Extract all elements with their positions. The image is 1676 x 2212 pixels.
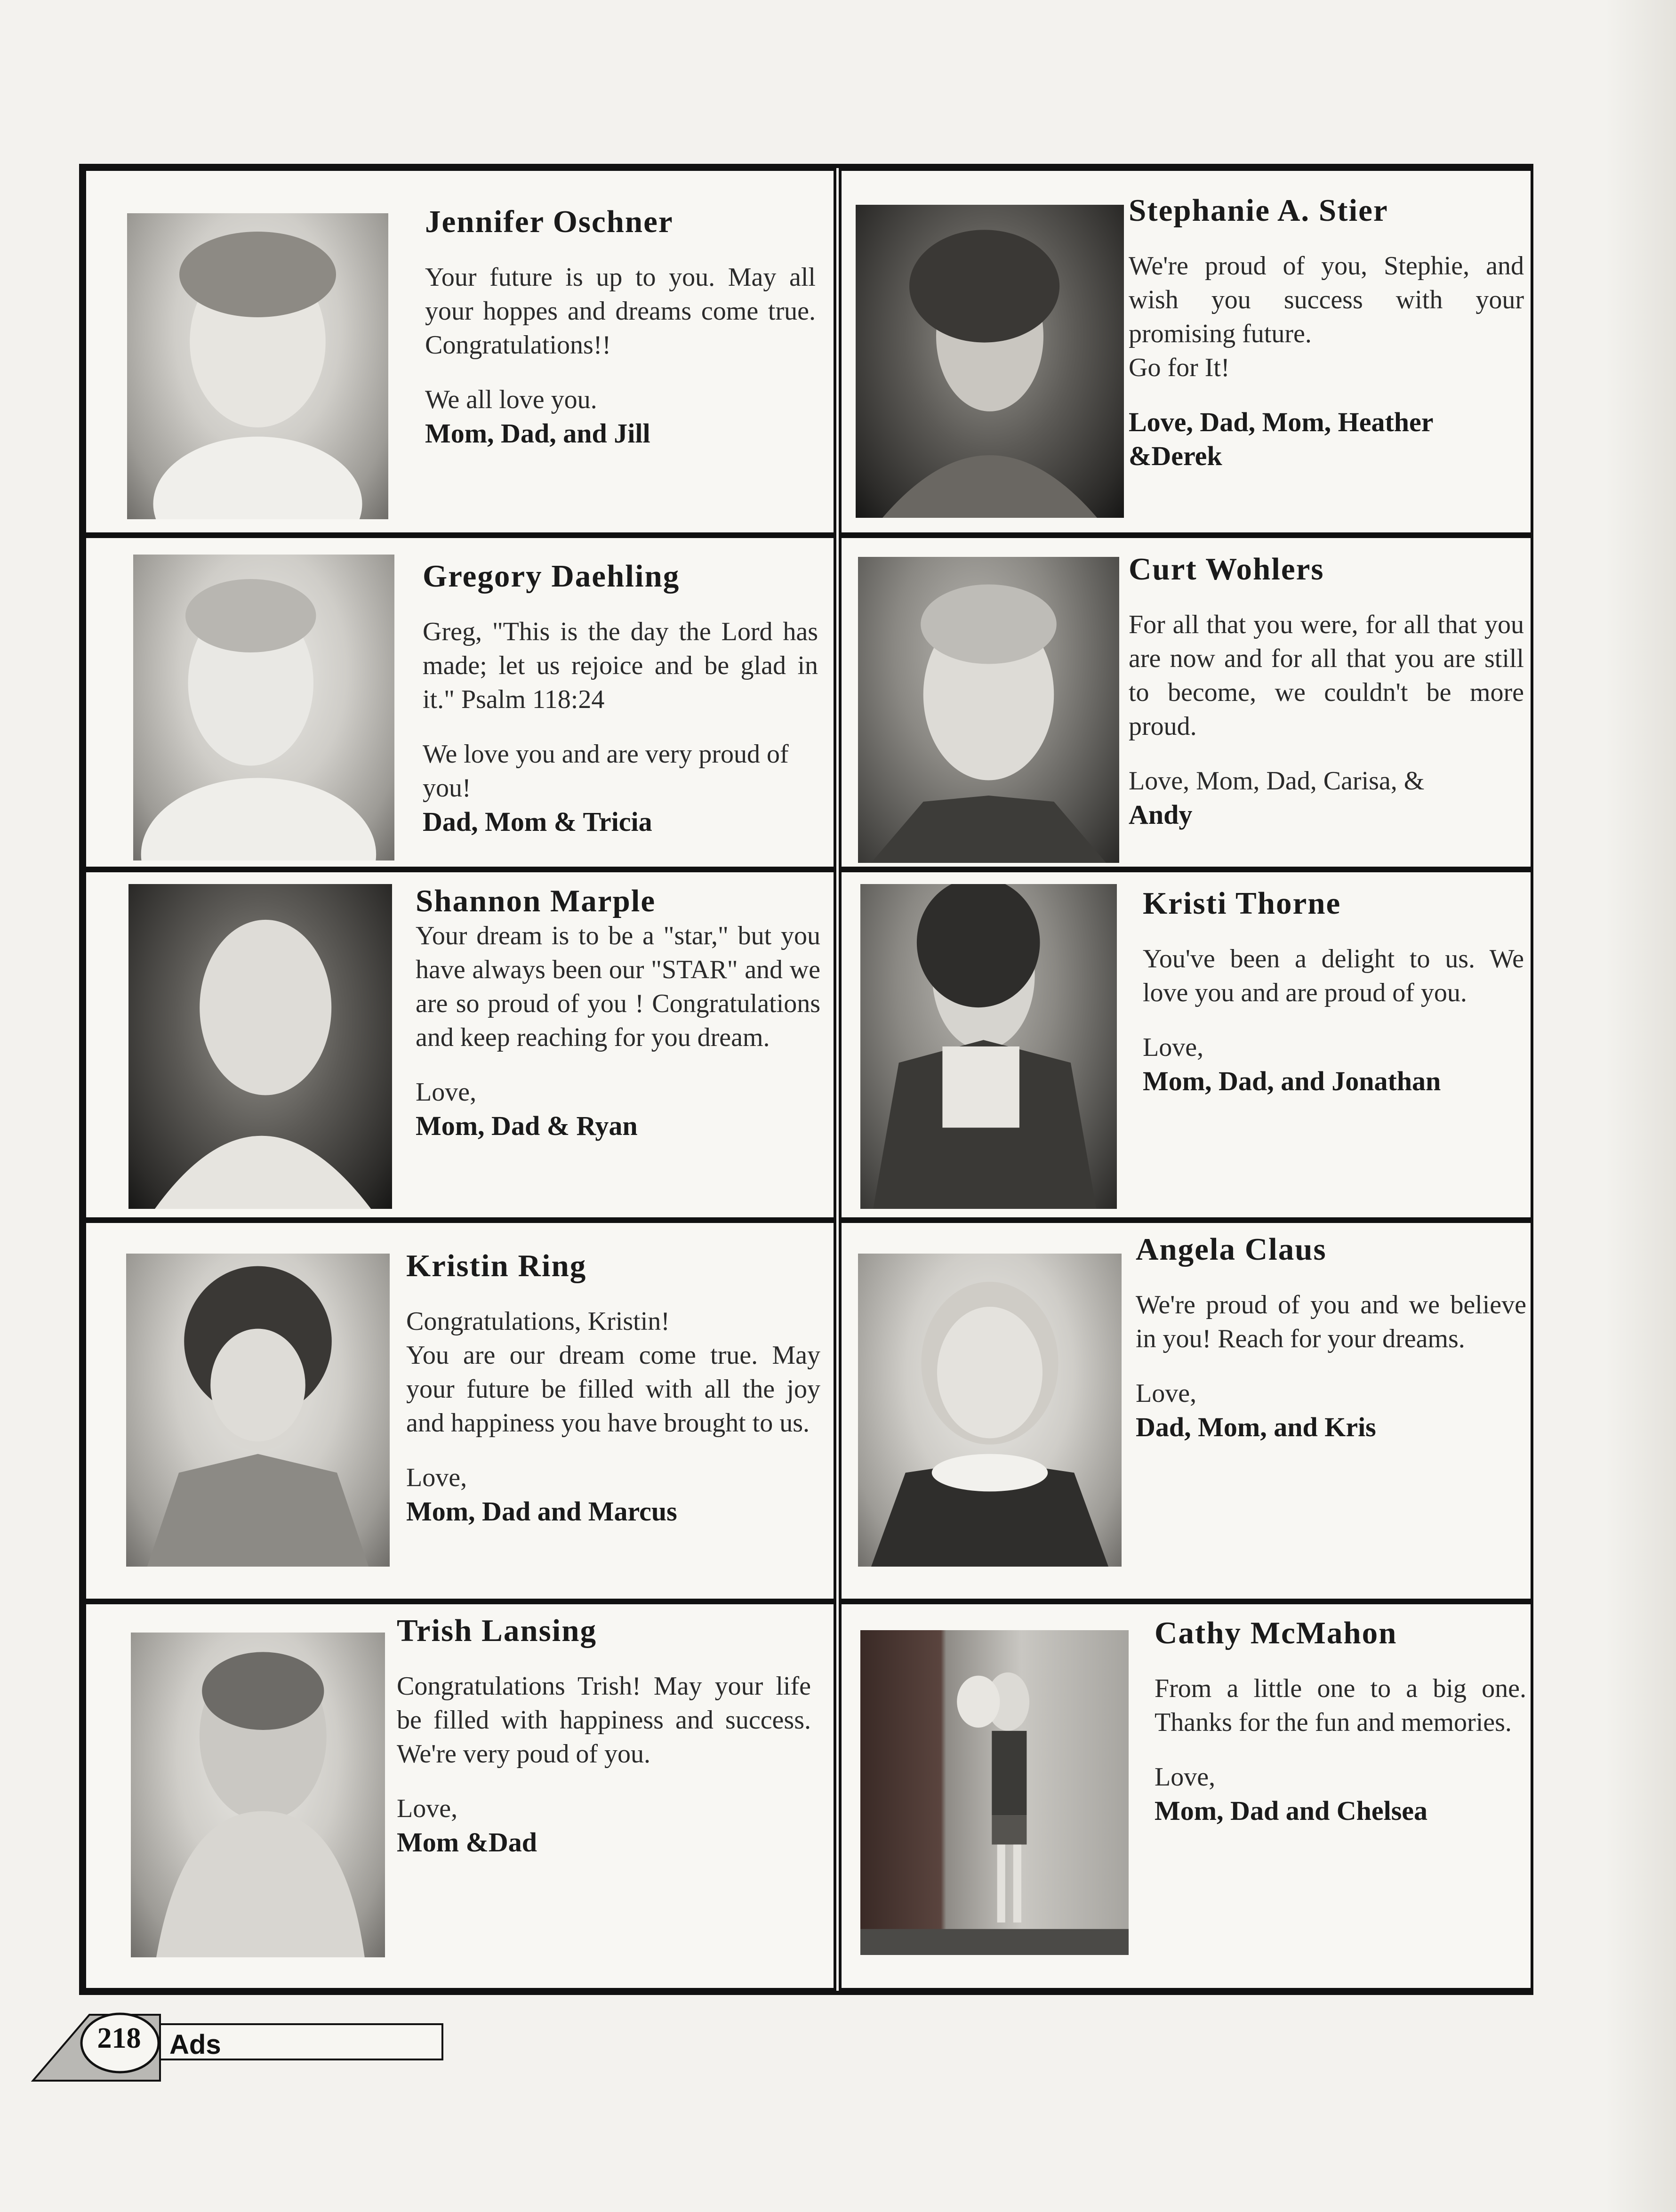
ad-love-line: Love,: [406, 1463, 467, 1492]
ad-message: We're proud of you and we believe in you! Reach for your dreams.: [1136, 1290, 1526, 1353]
baby-photo: [128, 884, 392, 1209]
ad-name: Jennifer Oschner: [425, 204, 674, 239]
child-photo: [858, 1254, 1122, 1567]
ad-cell-kristi-thorne: [839, 869, 1533, 1220]
baby-photo: [133, 555, 394, 861]
ad-message: Congratulations, Kristin! You are our dream come true. May your future be filled with all the joy and happiness you have brought to us.: [406, 1306, 820, 1438]
ad-signature: Mom, Dad and Marcus: [406, 1496, 677, 1527]
ad-name: Gregory Daehling: [423, 559, 680, 594]
ad-signature: Mom &Dad: [397, 1826, 537, 1858]
ad-love-line: We all love you.: [425, 385, 597, 414]
ad-cell-gregory-daehling: [83, 535, 836, 869]
section-label: Ads: [169, 2029, 221, 2060]
ad-signature: Mom, Dad and Chelsea: [1155, 1795, 1428, 1826]
ad-cell-angela-claus: [839, 1220, 1533, 1601]
ad-message: For all that you were, for all that you are now and for all that you are still to become, we couldn't be more proud.: [1129, 610, 1524, 741]
ad-name: Stephanie A. Stier: [1129, 193, 1388, 228]
ad-love-line: Love,: [397, 1794, 458, 1823]
page-number: 218: [97, 2022, 141, 2054]
page-edge-shadow: [1605, 0, 1676, 2212]
ad-love-line: Love,: [416, 1077, 477, 1107]
ad-cell-stephanie-stier: [839, 168, 1533, 535]
ad-message: You've been a delight to us. We love you and are proud of you.: [1143, 944, 1524, 1007]
ad-name: Kristi Thorne: [1143, 886, 1341, 921]
portrait-photo: [856, 205, 1124, 518]
page-footer: [28, 1996, 452, 2104]
ad-signature: Mom, Dad, and Jonathan: [1143, 1065, 1441, 1096]
ad-signature: Andy: [1129, 799, 1193, 830]
ad-message: Your dream is to be a "star," but you have always been our "STAR" and we are so proud of you ! Congratulations and keep reaching for you dream.: [416, 921, 820, 1052]
ads-grid-frame: [79, 164, 1533, 1995]
child-photo: [126, 1254, 390, 1567]
child-photo: [860, 884, 1117, 1209]
ad-cell-curt-wohlers: [839, 535, 1533, 869]
ad-love-line: Love,: [1136, 1378, 1197, 1408]
ad-message: We're proud of you, Stephie, and wish you success with your promising future. Go for It!: [1129, 251, 1524, 382]
ad-love-line: Love, Mom, Dad, Carisa, &: [1129, 766, 1425, 796]
outdoor-child-photo: [860, 1630, 1129, 1955]
ad-name: Cathy McMahon: [1155, 1616, 1397, 1650]
ad-name: Shannon Marple: [416, 884, 656, 918]
child-photo: [858, 557, 1119, 863]
ad-cell-shannon-marple: [83, 869, 836, 1220]
ad-cell-cathy-mcmahon: [839, 1601, 1533, 1991]
ad-name: Angela Claus: [1136, 1232, 1327, 1267]
ad-name: Trish Lansing: [397, 1613, 597, 1648]
ad-message: From a little one to a big one. Thanks for the fun and memories.: [1155, 1673, 1526, 1737]
ad-name: Curt Wohlers: [1129, 552, 1324, 587]
ad-signature: Mom, Dad, and Jill: [425, 418, 650, 449]
baby-photo: [127, 213, 388, 519]
baby-photo: [131, 1633, 385, 1957]
ad-love-line: Love,: [1155, 1762, 1216, 1792]
ad-signature: Dad, Mom, and Kris: [1136, 1411, 1376, 1442]
ad-message: Congratulations Trish! May your life be filled with happiness and success. We're very poud of you.: [397, 1671, 811, 1769]
ad-signature: Love, Dad, Mom, Heather &Derek: [1129, 406, 1433, 471]
ad-signature: Mom, Dad & Ryan: [416, 1110, 638, 1141]
ad-signature: Dad, Mom & Tricia: [423, 806, 652, 837]
ad-message: Your future is up to you. May all your hoppes and dreams come true. Congratulations!!: [425, 262, 816, 360]
ad-cell-trish-lansing: [83, 1601, 836, 1991]
ad-love-line: We love you and are very proud of you!: [423, 739, 789, 803]
ad-message: Greg, "This is the day the Lord has made; let us rejoice and be glad in it." Psalm 118:24: [423, 617, 818, 714]
ad-name: Kristin Ring: [406, 1248, 587, 1283]
ad-cell-kristin-ring: [83, 1220, 836, 1601]
ad-cell-jennifer-oschner: [83, 168, 836, 535]
ad-love-line: Love,: [1143, 1032, 1204, 1062]
